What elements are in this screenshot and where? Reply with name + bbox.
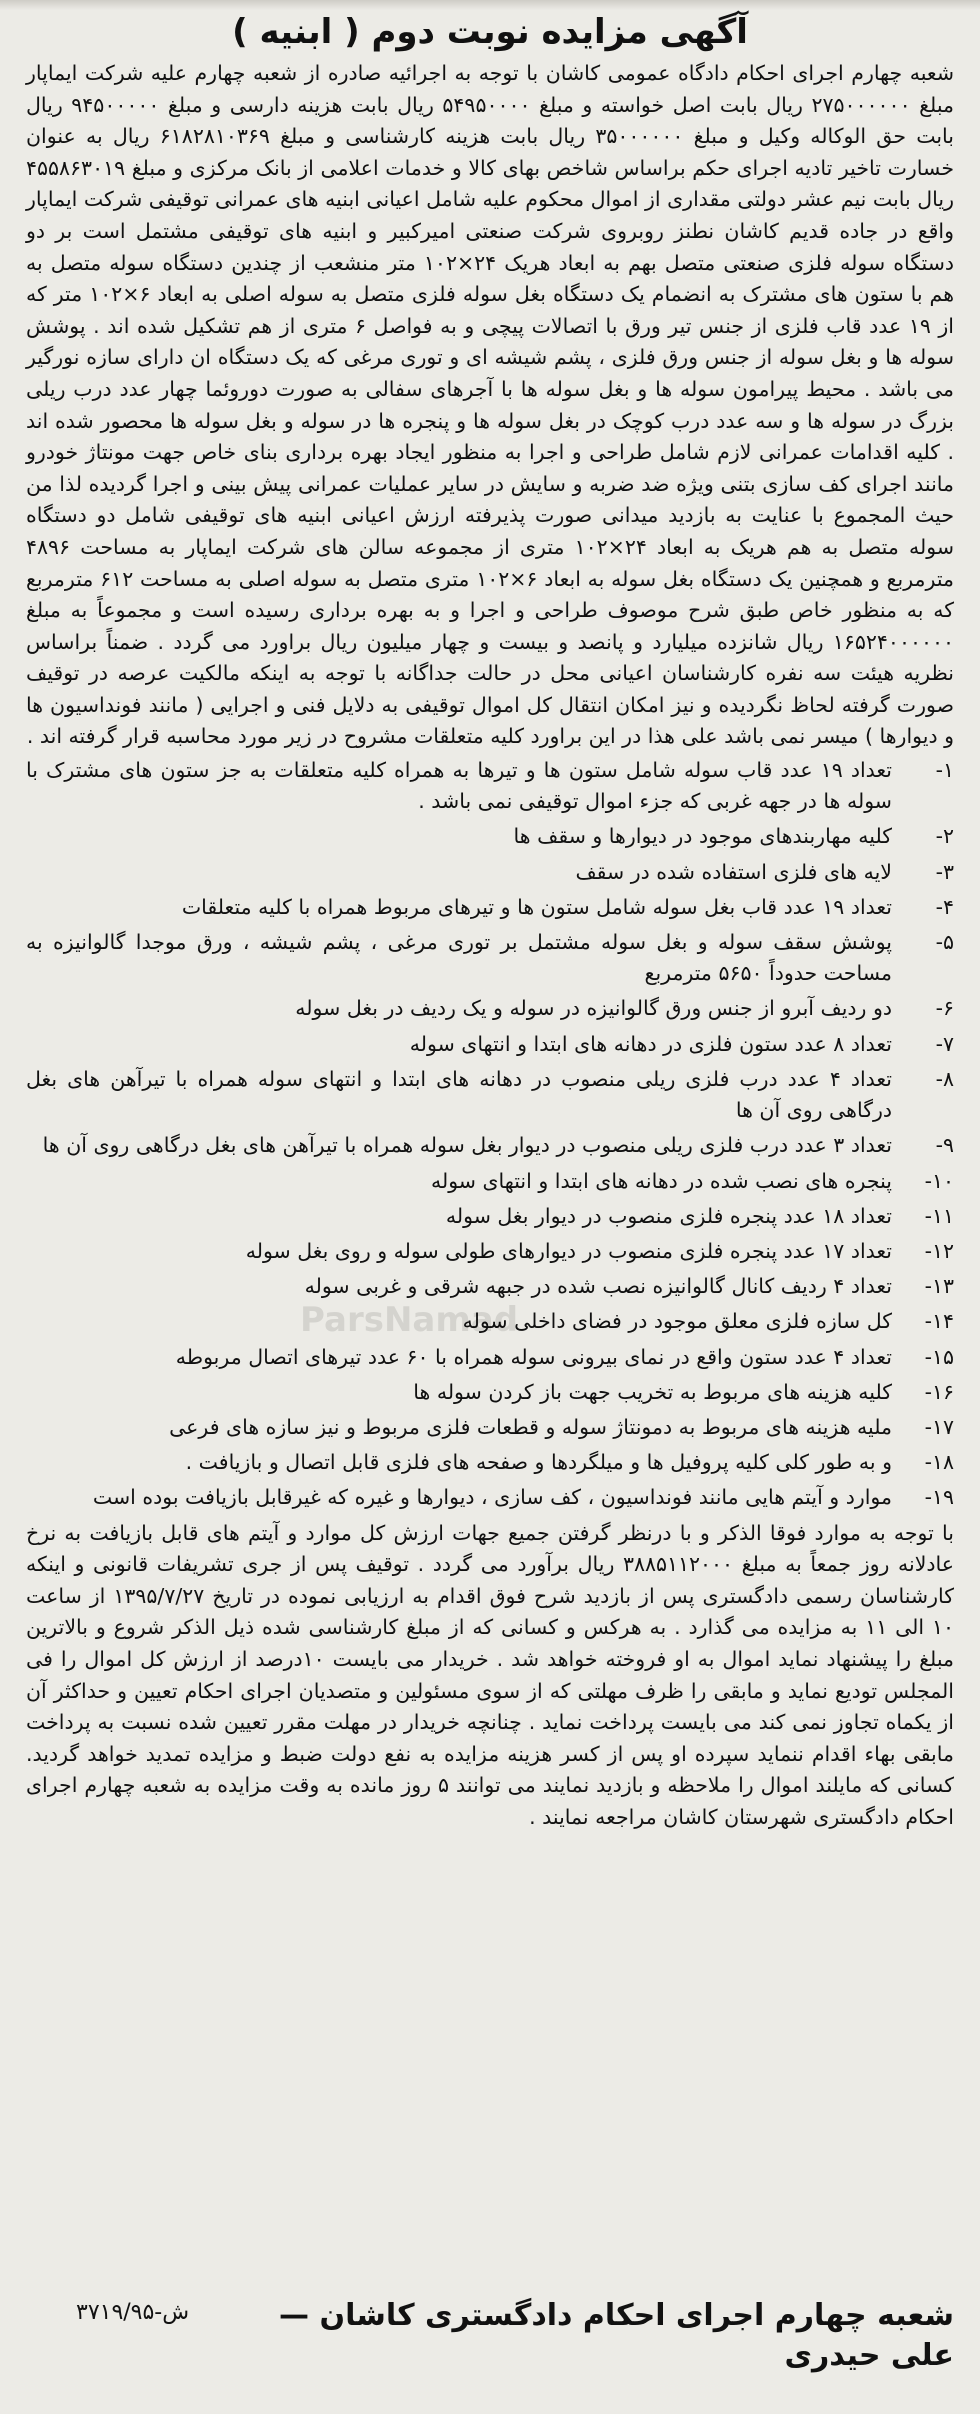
item-number: ۱۷- [924, 1414, 954, 1439]
item-number: ۱۵- [924, 1344, 954, 1369]
item-number: ۱۶- [924, 1379, 954, 1404]
item-text: تعداد ۱۸ عدد پنجره فلزی منصوب در دیوار بغل سوله [445, 1203, 892, 1228]
item-text: تعداد ۱۹ عدد قاب بغل سوله شامل ستون ها و تیرهای مربوط همراه با کلیه متعلقات [181, 894, 892, 919]
item-number: ۱۴- [924, 1309, 954, 1334]
item-text: تعداد ۴ عدد ستون واقع در نمای بیرونی سوله همراه با ۶۰ عدد تیرهای اتصال مربوطه [175, 1344, 892, 1369]
list-item [26, 857, 954, 888]
item-text: دو ردیف آبرو از جنس ورق گالوانیزه در سوله و یک ردیف در بغل سوله [295, 996, 892, 1021]
item-text: پنجره های نصب شده در دهانه های ابتدا و انتهای سوله [430, 1168, 892, 1193]
intro-paragraph: شعبه چهارم اجرای احکام دادگاه عمومی کاشان با توجه به اجرائیه صادره از شعبه چهارم علیه شرکت ایماپار مبلغ ۲۷۵۰۰۰۰۰۰ ریال بابت اصل خواسته و مبلغ ۵۴۹۵۰۰۰۰ ریال بابت هزینه دارسی و مبلغ ۹۴۵۰۰۰۰۰ ریال بابت حق الوکاله وکیل و مبلغ ۳۵۰۰۰۰۰۰ ریال بابت هزینه کارشناسی و مبلغ ۶۱۸۲۸۱۰۳۶۹ ریال به عنوان خسارت تاخیر تادیه اجرای حکم براساس شاخص بهای کالا و خدمات اعلامی از بانک مرکزی و مبلغ ۴۵۵۸۶۳۰۱۹ ریال بابت نیم عشر دولتی مقداری از اموال محکوم علیه شامل اعیانی ابنیه های عمرانی توقیفی شرکت ایماپار واقع در جاده قدیم کاشان نطنز روبروی شرکت صنعتی امیرکبیر و ابنیه های توقیفی مشتمل است بر دو دستگاه سوله فلزی صنعتی متصل بهم به ابعاد هریک ۲۴×۱۰۲ متر منشعب از چندین دستگاه سوله متصل به هم با ستون های مشترک به انضمام یک دستگاه بغل سوله فلزی متصل به سوله اصلی به ابعاد ۶×۱۰۲ متر که از ۱۹ عدد قاب فلزی از جنس تیر ورق با اتصالات پیچی و به فواصل ۶ متری از هم تشکیل شده اند . پوشش سوله ها و بغل سوله از جنس ورق فلزی ، پشم شیشه ای و توری مرغی که یک دستگاه ان دارای سازه نورگیر می باشد . محیط پیرامون سوله ها و بغل سوله ها با آجرهای سفالی به صورت دوروئما چهار عدد درب ریلی بزرگ در سوله ها و سه عدد درب کوچک در بغل سوله ها و پنجره ها در سوله و بغل سوله ها محصور شده اند . کلیه اقدامات عمرانی لازم شامل طراحی و اجرا به منظور ایجاد بهره برداری بنای خاص جهت مونتاژ خودرو مانند اجرای کف سازی بتنی ویژه ضد ضربه و سایش در سایر عملیات عمرانی پیش بینی و اجرا گردیده لذا من حیث المجموع با عنایت به بازدید میدانی صورت پذیرفته ارزش اعیانی ابنیه های توقیفی شامل دو دستگاه سوله متصل به هم هریک به ابعاد ۲۴×۱۰۲ متری از مجموعه سالن های شرکت ایماپار به مساحت ۴۸۹۶ مترمربع و همچنین یک دستگاه بغل سوله به ابعاد ۶×۱۰۲ متری متصل به سوله اصلی به مساحت ۶۱۲ مترمربع که به منظور خاص طبق شرح موصوف طراحی و اجرا و به بهره برداری رسیده است و مجموعاً به مبلغ ۱۶۵۲۴۰۰۰۰۰۰ ریال شانزده میلیارد و پانصد و بیست و چهار میلیون ریال براورد می گردد . ضمناً براساس نظریه هیئت سه نفره کارشناسان اعیانی محل در حالت جداگانه با توجه به اینکه مالکیت عرصه در توقیف صورت گرفته لحاظ نگردیده و نیز امکان انتقال کل اموال توقیفی به دلایل فنی و اجرایی ( مانند فونداسیون ها و دیوارها ) میسر نمی باشد علی هذا در این براورد کلیه متعلقات مشروح در زیر مورد محاسبه قرار گرفته اند . [26, 61, 955, 749]
item-text: تعداد ۸ عدد ستون فلزی در دهانه های ابتدا و انتهای سوله [409, 1031, 892, 1056]
item-text: کل سازه فلزی معلق موجود در فضای داخلی سوله [462, 1309, 892, 1334]
item-text: لایه های فلزی استفاده شده در سقف [575, 859, 892, 884]
list-item [26, 1447, 954, 1478]
list-item [26, 1271, 954, 1302]
item-text: کلیه هزینه های مربوط به تخریب جهت باز کردن سوله ها [413, 1379, 892, 1404]
item-number: ۳- [935, 859, 954, 884]
list-item [26, 1482, 954, 1513]
item-number: ۱- [935, 758, 954, 783]
item-number: ۷- [935, 1031, 954, 1056]
signoff [279, 2296, 954, 2376]
item-number: ۸- [935, 1066, 954, 1091]
item-number: ۵- [935, 930, 954, 955]
list-item [26, 755, 954, 817]
list-item [26, 993, 954, 1024]
list-item [26, 1412, 954, 1443]
item-text: کلیه مهاربندهای موجود در دیوارها و سقف ها [513, 824, 892, 849]
list-item [26, 1377, 954, 1408]
item-text: تعداد ۴ ردیف کانال گالوانیزه نصب شده در جبهه شرقی و غربی سوله [304, 1274, 892, 1299]
item-number: ۱۲- [924, 1238, 954, 1263]
item-text: ملیه هزینه های مربوط به دمونتاژ سوله و قطعات فلزی مربوط و نیز سازه های فرعی [169, 1414, 892, 1439]
item-number: ۱۸- [924, 1450, 954, 1475]
list-item [26, 1306, 954, 1337]
watermark-text: ParsNamad [300, 1300, 519, 1340]
closing-paragraph: با توجه به موارد فوقا الذکر و با درنظر گرفتن جمیع جهات ارزش کل موارد و آیتم های قابل بازیافت به نرخ عادلانه روز جمعاً به مبلغ ۳۸۸۵۱۱۲۰۰۰ ریال برآورد می گردد . توقیف پس از جری تشریفات قانونی و اینکه کارشناسان رسمی دادگستری پس از بازدید شرح فوق اقدام به ارزیابی نموده در تاریخ ۱۳۹۵/۷/۲۷ از ساعت ۱۰ الی ۱۱ به مزایده می گذارد . به هرکس و کسانی که از مبلغ کارشناسی شده ذیل الذکر شروع و بالاترین مبلغ را پیشنهاد نماید اموال به او فروخته خواهد شد . خریدار می بایست ۱۰درصد از ارزش کل اموال را فی المجلس تودیع نماید و مابقی را ظرف مهلتی که از سوی مسئولین و متصدیان اجرای احکام تعیین و حداکثر آن از یکماه تجاوز نمی کند می بایست پرداخت نماید . چنانچه خریدار در مهلت مقرر تعیین شده نسبت به پرداخت مابقی بهاء اقدام ننماید سپرده او پس از کسر هزینه مزایده به نفع دولت ضبط و مزایده تمدید خواهد گردید. کسانی که مایلند اموال را ملاحظه و بازدید نمایند می توانند ۵ روز مانده به وقت مزایده به شعبه چهارم اجرای احکام دادگستری شهرستان کاشان مراجعه نمایند . [26, 1520, 955, 1829]
list-item [26, 1029, 954, 1060]
signoff-name: علی حیدری [784, 2338, 954, 2373]
item-number: ۲- [935, 824, 954, 849]
item-text: تعداد ۳ عدد درب فلزی ریلی منصوب در دیوار بغل سوله همراه با تیرآهن های بغل درگاهی روی آن ها [42, 1133, 892, 1158]
notice-title: آگهی مزایده نوبت دوم ( ابنیه ) [232, 12, 748, 52]
item-number: ۱۳- [924, 1274, 954, 1299]
list-item [26, 1064, 954, 1126]
reference-number: ۳۷۱۹/۹۵-ش [76, 2300, 190, 2325]
signoff-office: شعبه چهارم اجرای احکام دادگستری کاشان — [279, 2298, 954, 2333]
list-item [26, 1130, 954, 1161]
paper-edge [0, 0, 980, 10]
items-list [26, 755, 954, 1513]
list-item [26, 927, 954, 989]
item-number: ۱۰- [924, 1168, 954, 1193]
item-number: ۱۹- [924, 1485, 954, 1510]
item-text: تعداد ۱۹ عدد قاب سوله شامل ستون ها و تیرها به همراه کلیه متعلقات به جز ستون های مشترک با سوله ها در جهه غربی که جزء اموال توقیفی نمی باشد . [26, 758, 893, 814]
item-number: ۱۱- [924, 1203, 954, 1228]
list-item [26, 1236, 954, 1267]
item-text: پوشش سقف سوله و بغل سوله مشتمل بر توری مرغی ، پشم شیشه ، ورق موجدا گالوانیزه به مساحت حدوداً ۵۶۵۰ مترمربع [26, 930, 892, 986]
list-item [26, 1342, 954, 1373]
list-item [26, 1201, 954, 1232]
item-text: و به طور کلی کلیه پروفیل ها و میلگردها و صفحه های فلزی قابل اتصال و بازیافت . [185, 1450, 892, 1475]
item-text: تعداد ۱۷ عدد پنجره فلزی منصوب در دیوارهای طولی سوله و روی بغل سوله [245, 1238, 892, 1263]
item-text: موارد و آیتم هایی مانند فونداسیون ، کف سازی ، دیوارها و غیره که غیرقابل بازیافت بوده است [92, 1485, 892, 1510]
item-text: تعداد ۴ عدد درب فلزی ریلی منصوب در دهانه های ابتدا و انتهای سوله همراه با تیرآهن های بغل درگاهی روی آن ها [26, 1066, 893, 1123]
item-number: ۹- [935, 1133, 954, 1158]
footer [26, 2296, 954, 2406]
list-item [26, 892, 954, 923]
list-item [26, 1166, 954, 1197]
item-number: ۶- [935, 996, 954, 1021]
list-item [26, 821, 954, 852]
item-number: ۴- [935, 894, 954, 919]
